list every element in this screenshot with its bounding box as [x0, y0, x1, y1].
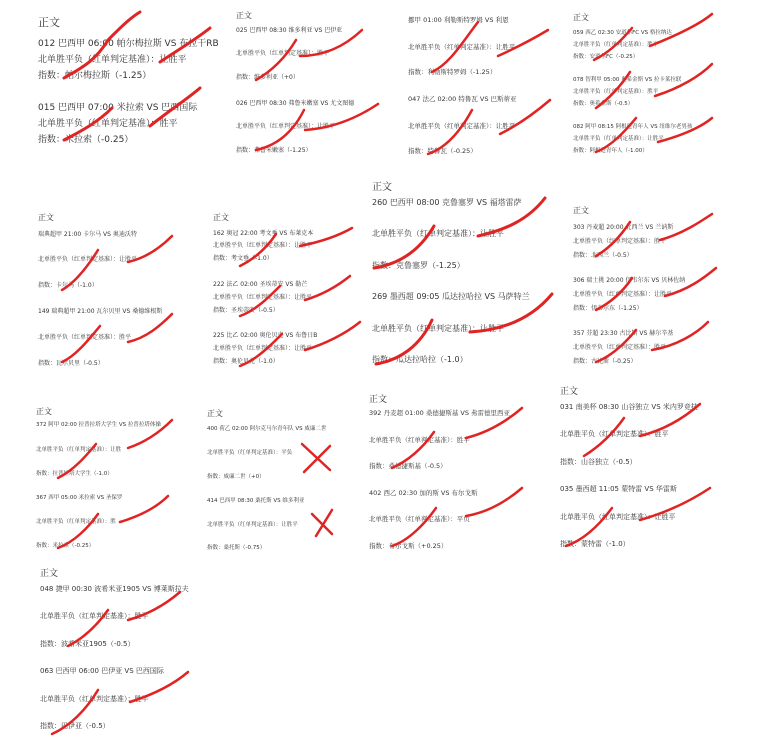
- ticket-label: 北单胜平负（红单判定基准）：: [573, 291, 655, 298]
- pick-value: 让胜平: [495, 43, 516, 51]
- ticket-label: 北单胜平负（红单判定基准）：: [560, 513, 655, 521]
- ticket-label: 北单胜平负（红单判定基准）：: [40, 695, 135, 703]
- index-label: 指数：: [573, 252, 592, 259]
- match-header: 059 西乙 02:30 安道尔FC VS 格拉纳达: [573, 30, 672, 36]
- index-value: 帕尔梅拉斯（-1.25）: [65, 71, 152, 81]
- ticket-label: 北单胜平负（红单判定基准）：: [369, 436, 457, 444]
- index-label: 指数：: [573, 148, 590, 154]
- ticket-line: [36, 517, 116, 525]
- pick-value: 胜平: [654, 344, 667, 351]
- index-label: 指数：: [369, 542, 389, 550]
- ticket-label: 北单胜平负（红单判定基准）：: [560, 430, 655, 438]
- index-line: [408, 67, 496, 76]
- card-heading: 正文: [372, 182, 392, 193]
- match-header: 372 阿甲 02:00 拉普拉塔大学生 VS 拉普拉塔体操: [36, 422, 161, 428]
- index-label: 指数：: [38, 282, 57, 289]
- index-label: 指数：: [560, 458, 581, 466]
- index-label: 指数：: [207, 474, 224, 480]
- ticket-label: 北单胜平负（红单判定基准）：: [36, 447, 111, 453]
- card-heading: 正文: [207, 409, 223, 418]
- ticket-line: [40, 611, 149, 621]
- index-label: 指数：: [213, 255, 232, 262]
- ticket-line: [369, 435, 470, 444]
- index-line: [369, 461, 447, 470]
- index-line: [573, 250, 633, 259]
- ticket-line: [38, 254, 137, 263]
- pick-value: 平负: [456, 515, 470, 523]
- ticket-label: 北单胜平负（红单判定基准）：: [213, 242, 295, 249]
- ticket-line: [573, 134, 664, 142]
- index-value: 巴伊亚（-0.5）: [61, 722, 110, 730]
- index-label: 指数：: [573, 358, 592, 365]
- ticket-label: 北单胜平负（红单判定基准）：: [36, 519, 111, 525]
- card-4: [573, 12, 723, 157]
- index-label: 指数：: [36, 471, 53, 477]
- ticket-line: [372, 228, 504, 239]
- index-label: 指数：: [573, 305, 592, 312]
- index-value: 古比斯（-0.25）: [591, 358, 637, 365]
- match-header: 222 法乙 02:00 圣埃蒂安 VS 勒芒: [213, 281, 308, 288]
- pick-value: 胜平: [647, 89, 659, 95]
- card-heading: 正文: [560, 387, 579, 397]
- ticket-line: [408, 121, 515, 130]
- match-header: 025 巴西甲 08:30 维多利亚 VS 巴伊亚: [236, 27, 343, 34]
- index-value: 伊韦尔东（-1.25）: [591, 305, 643, 312]
- ticket-line: [573, 342, 666, 351]
- match-header: 414 巴西甲 08:30 桑托斯 VS 维多利亚: [207, 498, 305, 504]
- ticket-label: 北单胜平负（红单判定基准）：: [573, 89, 648, 95]
- index-label: 指数：: [408, 68, 428, 76]
- index-label: 指数：: [372, 355, 396, 364]
- match-header: 149 瑞典超甲 21:00 瓦尔贝里 VS 桑德维根斯: [38, 308, 163, 315]
- match-header: 015 巴西甲 07:00 米拉索 VS 巴西国际: [38, 103, 198, 113]
- ticket-line: [38, 116, 178, 129]
- pick-value: 让胜平: [294, 345, 313, 352]
- match-header: 225 比乙 02:00 奥伦贝克 VS 布鲁日B: [213, 332, 318, 339]
- match-header: 031 南美杯 08:30 山谷独立 VS 米内罗竞技: [560, 403, 698, 411]
- index-label: 指数：: [408, 147, 428, 155]
- ticket-line: [207, 520, 298, 528]
- pick-value: 让胜平: [495, 122, 516, 130]
- ticket-label: 北单胜平负（红单判定基准）：: [573, 344, 655, 351]
- ticket-line: [213, 343, 312, 352]
- match-header: 078 智利甲 05:00 奥希金斯 VS 拉卡莱拉联: [573, 77, 682, 83]
- index-label: 指数：: [372, 261, 396, 270]
- index-value: 特鲁瓦（-0.25）: [427, 147, 477, 155]
- card-heading: 正文: [38, 213, 54, 222]
- card-12: [560, 384, 740, 549]
- index-value: 克鲁塞罗（-1.25）: [396, 261, 465, 270]
- index-line: [38, 132, 133, 145]
- card-10: [207, 408, 367, 553]
- pick-value: 胜平: [456, 436, 470, 444]
- ticket-line: [369, 514, 470, 523]
- pick-value: 平负: [281, 450, 293, 456]
- ticket-label: 北单胜平负（红单判定基准）：: [38, 256, 120, 263]
- index-value: 米拉索（-0.25）: [52, 543, 95, 549]
- ticket-label: 北单胜平负（红单判定基准）：: [40, 612, 135, 620]
- pick-value: 让胜平: [159, 55, 187, 65]
- match-header: 367 西甲 05:00 米拉索 VS 圣保罗: [36, 495, 123, 501]
- index-value: 瓦尔贝里（-0.5）: [56, 360, 104, 367]
- index-line: [40, 639, 134, 649]
- index-label: 指数：: [213, 307, 232, 314]
- index-line: [372, 260, 465, 271]
- index-value: 维多利亚（+0）: [254, 74, 299, 81]
- pick-value: 让胜平: [654, 513, 676, 521]
- pick-value: 让胜平: [654, 291, 673, 298]
- index-line: [372, 354, 468, 365]
- index-value: 圣埃蒂安（-0.5）: [231, 307, 279, 314]
- ticket-label: 北单胜平负（红单判定基准）：: [207, 450, 282, 456]
- ticket-label: 北单胜平负（红单判定基准）：: [236, 50, 318, 57]
- pick-value: 让胜平: [119, 256, 138, 263]
- index-line: [213, 253, 273, 262]
- pick-value: 让胜平: [317, 123, 336, 130]
- ticket-label: 北单胜平负（红单判定基准）：: [408, 122, 496, 130]
- ticket-line: [573, 289, 672, 298]
- index-label: 指数：: [573, 101, 590, 107]
- index-value: 利勒斯特罗姆（-1.25）: [427, 68, 497, 76]
- card-heading: 正文: [213, 213, 229, 222]
- pick-value: 胜平: [647, 42, 659, 48]
- match-header: 035 墨西超 11:05 蒙特雷 VS 华雷斯: [560, 485, 677, 493]
- pick-value: 让胜平: [647, 136, 664, 142]
- ticket-line: [213, 240, 312, 249]
- card-2: [236, 10, 396, 160]
- index-label: 指数：: [369, 462, 389, 470]
- match-header: 瑞典超甲 21:00 卡尔马 VS 奥迪沃特: [38, 231, 137, 238]
- index-label: 指数：: [573, 54, 590, 60]
- index-label: 指数：: [560, 540, 581, 548]
- index-value: 桑德捷斯基（-0.5）: [388, 462, 447, 470]
- index-value: 米拉索（-0.25）: [65, 135, 134, 145]
- index-line: [573, 146, 648, 154]
- index-line: [560, 457, 637, 467]
- card-9: [36, 406, 196, 551]
- index-line: [560, 539, 630, 549]
- pick-value: 胜平: [134, 695, 149, 703]
- card-heading: 正文: [573, 13, 589, 22]
- index-line: [207, 472, 265, 480]
- index-line: [38, 68, 151, 81]
- ticket-label: 北单胜平负（红单判定基准）：: [207, 522, 282, 528]
- ticket-label: 北单胜平负（红单判定基准）：: [573, 238, 655, 245]
- match-header: 048 捷甲 00:30 波希米亚1905 VS 博莱斯拉夫: [40, 585, 189, 593]
- match-header: 012 巴西甲 06:00 帕尔梅拉斯 VS 布拉干RB: [38, 39, 219, 49]
- index-value: 弗鲁米嫩塞（-1.25）: [254, 147, 312, 154]
- index-label: 指数：: [40, 722, 61, 730]
- match-header: 303 丹麦超 20:00 北西兰 VS 兰讷斯: [573, 224, 674, 231]
- ticket-line: [560, 429, 669, 439]
- match-header: 392 丹麦超 01:00 桑德捷斯基 VS 弗雷德里西亚: [369, 409, 511, 417]
- index-line: [36, 469, 113, 477]
- index-line: [38, 280, 98, 289]
- index-line: [236, 145, 312, 154]
- match-header: 047 法乙 02:00 特鲁瓦 VS 巴斯蒂亚: [408, 95, 517, 103]
- index-value: 考文垂（-1.0）: [231, 255, 273, 262]
- ticket-label: 北单胜平负（红单判定基准）：: [38, 334, 120, 341]
- index-line: [573, 303, 643, 312]
- index-label: 指数：: [40, 640, 61, 648]
- index-value: 蒙特雷（-1.0）: [581, 540, 630, 548]
- ticket-line: [207, 448, 292, 456]
- index-label: 指数：: [213, 358, 232, 365]
- match-header: 402 西乙 02:30 加的斯 VS 布尔戈斯: [369, 489, 478, 497]
- index-line: [36, 541, 94, 549]
- index-line: [207, 543, 265, 551]
- ticket-line: [372, 323, 504, 334]
- card-5: [372, 178, 562, 368]
- index-line: [236, 72, 299, 81]
- ticket-line: [573, 40, 658, 48]
- index-value: 瓜达拉哈拉（-1.0）: [396, 355, 468, 364]
- pick-value: 胜平: [159, 119, 178, 129]
- index-label: 指数：: [38, 135, 66, 145]
- card-11: [369, 392, 549, 552]
- ticket-label: 北单胜平负（红单判定基准）：: [573, 42, 648, 48]
- match-header: 400 荷乙 02:00 阿尔克马尔青年队 VS 威廉二世: [207, 426, 327, 432]
- ticket-line: [38, 52, 187, 65]
- ticket-line: [36, 445, 121, 453]
- ticket-label: 北单胜平负（红单判定基准）：: [372, 324, 480, 333]
- ticket-label: 北单胜平负（红单判定基准）：: [372, 229, 480, 238]
- ticket-line: [560, 512, 676, 522]
- index-line: [40, 721, 110, 731]
- index-value: 威廉二世（+0）: [223, 474, 265, 480]
- index-line: [38, 358, 104, 367]
- index-line: [573, 356, 637, 365]
- index-value: 布尔戈斯（+0.25）: [388, 542, 448, 550]
- match-header: 063 巴西甲 06:00 巴伊亚 VS 巴西国际: [40, 667, 164, 675]
- ticket-label: 北单胜平负（红单判定基准）：: [213, 294, 295, 301]
- ticket-label: 北单胜平负（红单判定基准）：: [38, 119, 160, 129]
- ticket-line: [236, 48, 329, 57]
- index-line: [213, 356, 279, 365]
- pick-value: 胜平: [119, 334, 132, 341]
- ticket-label: 北单胜平负（红单判定基准）：: [236, 123, 318, 130]
- index-line: [408, 146, 477, 155]
- card-heading: 正文: [40, 569, 59, 579]
- pick-value: 胜平: [134, 612, 149, 620]
- pick-value: 让胜平: [480, 229, 504, 238]
- pick-value: 胜平: [317, 50, 330, 57]
- pick-value: 让胜: [110, 447, 122, 453]
- match-header: 357 芬超 23:30 古比斯 VS 赫尔辛基: [573, 330, 674, 337]
- card-13: [40, 566, 230, 736]
- pick-value: 胜: [110, 519, 116, 525]
- index-value: 拉普拉塔大学生（-1.0）: [52, 471, 113, 477]
- card-heading: 正文: [573, 206, 589, 215]
- ticket-line: [573, 87, 658, 95]
- index-label: 指数：: [38, 71, 66, 81]
- index-line: [573, 52, 638, 60]
- index-value: 桑托斯（-0.75）: [223, 545, 266, 551]
- index-label: 指数：: [236, 147, 255, 154]
- match-header: 挪甲 01:00 利勒斯特罗姆 VS 利恩: [408, 16, 509, 24]
- index-value: 奥希金斯（-0.5）: [589, 101, 634, 107]
- pick-value: 让胜平: [480, 324, 504, 333]
- ticket-label: 北单胜平负（红单判定基准）：: [408, 43, 496, 51]
- pick-value: 让胜平: [294, 294, 313, 301]
- index-value: 阿根廷青年人（-1.00）: [589, 148, 648, 154]
- pick-value: 胜平: [654, 430, 669, 438]
- card-heading: 正文: [36, 407, 52, 416]
- ticket-line: [408, 42, 515, 51]
- ticket-line: [573, 236, 666, 245]
- ticket-line: [38, 332, 131, 341]
- match-header: 082 阿甲 08:15 阿根廷青年人 VS 纽维尔老男孩: [573, 124, 693, 130]
- match-header: 026 巴西甲 08:30 弗鲁米嫩塞 VS 尤文图德: [236, 100, 355, 107]
- index-value: 卡尔马（-1.0）: [56, 282, 98, 289]
- index-value: 波希米亚1905（-0.5）: [61, 640, 135, 648]
- index-value: 安道尔FC（-0.25）: [589, 54, 639, 60]
- pick-value: 胜平: [654, 238, 667, 245]
- ticket-line: [213, 292, 312, 301]
- match-header: 162 奥冠 22:00 考文垂 VS 布莱克本: [213, 230, 314, 237]
- pick-value: 让胜平: [281, 522, 298, 528]
- ticket-label: 北单胜平负（红单判定基准）：: [38, 55, 160, 65]
- card-heading: 正文: [236, 11, 252, 20]
- ticket-line: [236, 121, 335, 130]
- index-value: 山谷独立（-0.5）: [581, 458, 637, 466]
- index-label: 指数：: [236, 74, 255, 81]
- card-heading: 正文: [369, 395, 388, 405]
- card-heading: 正文: [38, 16, 60, 29]
- index-label: 指数：: [207, 545, 224, 551]
- match-header: 260 巴西甲 08:00 克鲁塞罗 VS 福塔雷萨: [372, 198, 522, 207]
- match-header: 269 墨西超 09:05 瓜达拉哈拉 VS 马萨特兰: [372, 292, 530, 301]
- card-1: [38, 14, 218, 164]
- index-value: 奥伦贝克（-1.0）: [231, 358, 279, 365]
- card-8: [573, 205, 723, 365]
- card-6: [38, 212, 198, 372]
- index-value: 北西兰（-0.5）: [591, 252, 633, 259]
- index-label: 指数：: [36, 543, 53, 549]
- match-header: 306 瑞士挑 20:00 伊韦尔东 VS 贝林佐纳: [573, 277, 686, 284]
- index-label: 指数：: [38, 360, 57, 367]
- index-line: [213, 305, 279, 314]
- index-line: [573, 99, 633, 107]
- ticket-label: 北单胜平负（红单判定基准）：: [369, 515, 457, 523]
- index-line: [369, 541, 447, 550]
- ticket-label: 北单胜平负（红单判定基准）：: [213, 345, 295, 352]
- ticket-line: [40, 694, 149, 704]
- card-7: [213, 212, 363, 367]
- card-3: [408, 14, 564, 159]
- ticket-label: 北单胜平负（红单判定基准）：: [573, 136, 648, 142]
- pick-value: 让胜平: [294, 242, 313, 249]
